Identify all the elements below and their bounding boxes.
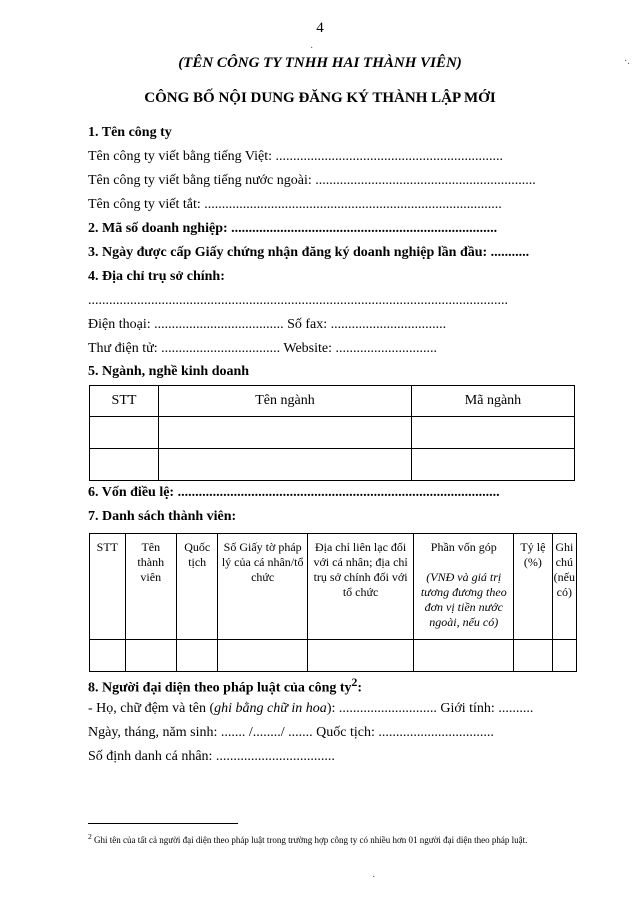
business-lines-table — [89, 385, 575, 481]
rep-name-gender-field — [88, 701, 533, 717]
footnote-ref: 2 — [351, 676, 358, 689]
table-cell — [125, 640, 176, 672]
table-header-row — [90, 534, 577, 640]
scan-mark: · — [310, 43, 314, 54]
rep-name-suffix: ): ............................ Giới tính: .......... — [326, 701, 534, 716]
col-capital-contribution — [414, 534, 514, 640]
section-1-heading: 1. Tên công ty — [88, 125, 172, 140]
table-cell — [514, 640, 552, 672]
email-website-field: Thư điện tử: .................................. Website: ............................. — [88, 341, 437, 356]
section-8-heading-colon: : — [357, 680, 363, 696]
table-cell — [218, 640, 307, 672]
table-cell — [412, 449, 575, 481]
section-8-heading — [88, 676, 362, 697]
table-cell — [552, 640, 576, 672]
table-cell — [412, 417, 575, 449]
company-name-short-field: Tên công ty viết tắt: ..................................................................................... — [88, 197, 502, 212]
col-contact-address: Địa chỉ liên lạc đối với cá nhân; địa chỉ trụ sở chính đối với tổ chức — [307, 534, 414, 640]
footnote-text: Ghi tên của tất cả người đại diện theo pháp luật trong trường hợp công ty có nhiều hơn 01 người đại diện theo pháp luật. — [94, 835, 528, 845]
table-header-row — [90, 386, 575, 417]
col-business-name: Tên ngành — [159, 386, 412, 417]
footnote-divider — [88, 823, 238, 824]
table-cell — [90, 449, 159, 481]
table-row — [90, 417, 575, 449]
address-dots: ........................................................................................................................ — [88, 293, 508, 308]
col-nationality: Quốc tịch — [176, 534, 218, 640]
rep-dob-nationality-field: Ngày, tháng, năm sinh: ....... /......../ ....... Quốc tịch: ................................. — [88, 725, 494, 740]
section-4-heading: 4. Địa chỉ trụ sở chính: — [88, 269, 225, 284]
rep-name-instruction: ghi bằng chữ in hoa — [214, 701, 327, 716]
capital-note: (VNĐ và giá trị tương đương theo đơn vị tiền nước ngoài, nếu có) — [420, 570, 507, 629]
company-placeholder: (TÊN CÔNG TY TNHH HAI THÀNH VIÊN) — [178, 55, 462, 71]
section-5-heading: 5. Ngành, nghề kinh doanh — [88, 364, 250, 379]
company-name-vn-field: Tên công ty viết bằng tiếng Việt: ................................................................. — [88, 149, 503, 164]
section-6-charter-capital: 6. Vốn điều lệ: ............................................................................................ — [88, 485, 500, 500]
phone-fax-field: Điện thoại: ..................................... Số fax: ................................. — [88, 317, 447, 332]
col-stt: STT — [90, 386, 159, 417]
members-table — [89, 533, 577, 672]
col-legal-doc-number: Số Giấy tờ pháp lý của cá nhân/tổ chức — [218, 534, 307, 640]
col-business-code: Mã ngành — [412, 386, 575, 417]
table-row — [90, 640, 577, 672]
section-7-heading: 7. Danh sách thành viên: — [88, 509, 237, 524]
capital-label: Phần vốn góp — [430, 540, 497, 554]
table-cell — [159, 417, 412, 449]
table-cell — [176, 640, 218, 672]
col-stt: STT — [90, 534, 126, 640]
table-cell — [159, 449, 412, 481]
table-row — [90, 449, 575, 481]
col-member-name: Tên thành viên — [125, 534, 176, 640]
document-title: CÔNG BỐ NỘI DUNG ĐĂNG KÝ THÀNH LẬP MỚI — [144, 90, 496, 106]
table-cell — [90, 640, 126, 672]
scan-mark: · — [372, 872, 376, 883]
section-8-heading-text: 8. Người đại diện theo pháp luật của công ty — [88, 680, 352, 696]
section-2-enterprise-code: 2. Mã số doanh nghiệp: ............................................................................ — [88, 221, 498, 236]
table-cell — [90, 417, 159, 449]
rep-personal-id-field: Số định danh cá nhân: .................................. — [88, 749, 335, 764]
footnote-number: 2 — [88, 832, 92, 841]
scan-mark: ·. — [624, 56, 630, 67]
col-notes: Ghi chú (nếu có) — [552, 534, 576, 640]
section-3-registration-date: 3. Ngày được cấp Giấy chứng nhận đăng ký doanh nghiệp lần đầu: ........... — [88, 245, 530, 260]
col-ratio: Tỷ lệ (%) — [514, 534, 552, 640]
table-cell — [307, 640, 414, 672]
rep-name-prefix: - Họ, chữ đệm và tên ( — [88, 701, 215, 716]
page-number: 4 — [316, 20, 324, 36]
table-cell — [414, 640, 514, 672]
company-name-foreign-field: Tên công ty viết bằng tiếng nước ngoài: ............................................................... — [88, 173, 536, 188]
footnote — [88, 832, 527, 845]
